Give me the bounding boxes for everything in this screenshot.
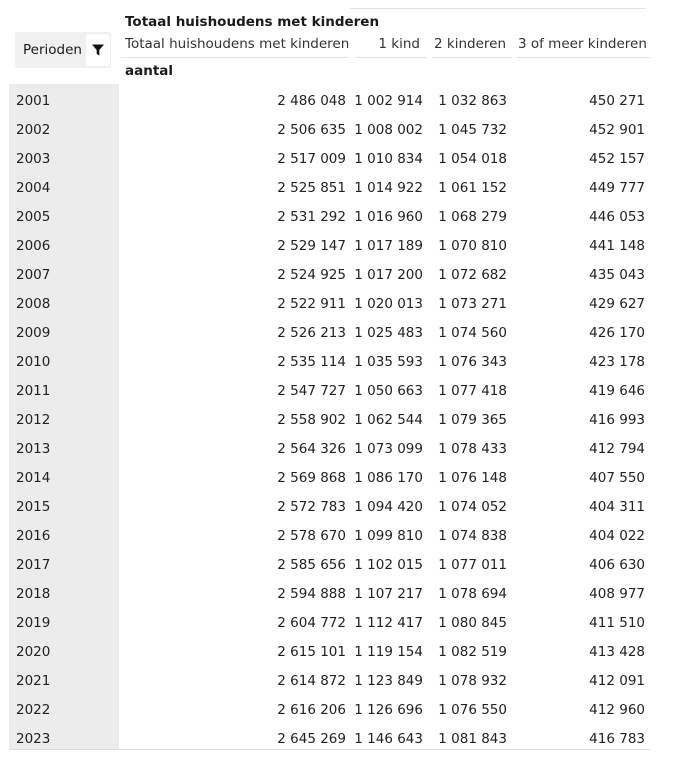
value-1-kind: 1 094 420 (354, 499, 423, 515)
value-total: 2 547 727 (277, 383, 346, 399)
value-1-kind: 1 035 593 (354, 354, 423, 370)
value-total: 2 526 213 (277, 325, 346, 341)
period-label: 2019 (16, 615, 51, 631)
value-3-of-meer: 406 630 (589, 557, 645, 573)
table-row (0, 260, 675, 289)
value-1-kind: 1 062 544 (354, 412, 423, 428)
value-total: 2 615 101 (277, 644, 346, 660)
table-row (0, 492, 675, 521)
value-1-kind: 1 016 960 (354, 209, 423, 225)
table-row (0, 231, 675, 260)
column-header-underline (121, 57, 349, 58)
table-row (0, 318, 675, 347)
period-label: 2022 (16, 702, 51, 718)
value-2-kinderen: 1 074 838 (438, 528, 507, 544)
value-total: 2 531 292 (277, 209, 346, 225)
table-row (0, 434, 675, 463)
value-3-of-meer: 416 783 (589, 731, 645, 747)
period-label: 2001 (16, 93, 51, 109)
value-3-of-meer: 423 178 (589, 354, 645, 370)
value-total: 2 517 009 (277, 151, 346, 167)
table-row (0, 521, 675, 550)
value-total: 2 558 902 (277, 412, 346, 428)
value-3-of-meer: 429 627 (589, 296, 645, 312)
table-bottom-border (9, 749, 650, 750)
value-1-kind: 1 010 834 (354, 151, 423, 167)
value-1-kind: 1 119 154 (354, 644, 423, 660)
value-1-kind: 1 099 810 (354, 528, 423, 544)
table-row (0, 666, 675, 695)
value-1-kind: 1 050 663 (354, 383, 423, 399)
value-total: 2 506 635 (277, 122, 346, 138)
column-header-2-kinderen[interactable]: 2 kinderen (434, 36, 506, 52)
value-2-kinderen: 1 077 418 (438, 383, 507, 399)
value-2-kinderen: 1 032 863 (438, 93, 507, 109)
value-total: 2 594 888 (277, 586, 346, 602)
value-2-kinderen: 1 076 550 (438, 702, 507, 718)
value-3-of-meer: 412 960 (589, 702, 645, 718)
value-2-kinderen: 1 068 279 (438, 209, 507, 225)
period-label: 2017 (16, 557, 51, 573)
value-total: 2 616 206 (277, 702, 346, 718)
column-group-title: Totaal huishoudens met kinderen (125, 14, 380, 30)
column-header-underline (355, 57, 427, 58)
value-3-of-meer: 446 053 (589, 209, 645, 225)
value-2-kinderen: 1 074 052 (438, 499, 507, 515)
value-3-of-meer: 450 271 (589, 93, 645, 109)
value-3-of-meer: 412 091 (589, 673, 645, 689)
period-label: 2011 (16, 383, 51, 399)
value-1-kind: 1 086 170 (354, 470, 423, 486)
perioden-label: Perioden (23, 42, 82, 58)
period-label: 2009 (16, 325, 51, 341)
value-total: 2 569 868 (277, 470, 346, 486)
value-3-of-meer: 419 646 (589, 383, 645, 399)
table-row (0, 405, 675, 434)
column-header-3-of-meer[interactable]: 3 of meer kinderen (518, 36, 647, 52)
period-label: 2008 (16, 296, 51, 312)
period-label: 2020 (16, 644, 51, 660)
value-3-of-meer: 449 777 (589, 180, 645, 196)
value-2-kinderen: 1 078 932 (438, 673, 507, 689)
value-3-of-meer: 404 022 (589, 528, 645, 544)
period-label: 2005 (16, 209, 51, 225)
value-2-kinderen: 1 077 011 (438, 557, 507, 573)
table-row (0, 115, 675, 144)
value-total: 2 604 772 (277, 615, 346, 631)
column-header-total[interactable]: Totaal huishoudens met kinderen (125, 36, 350, 52)
value-2-kinderen: 1 082 519 (438, 644, 507, 660)
value-1-kind: 1 146 643 (354, 731, 423, 747)
value-2-kinderen: 1 070 810 (438, 238, 507, 254)
unit-label: aantal (125, 63, 174, 79)
value-3-of-meer: 411 510 (589, 615, 645, 631)
period-label: 2010 (16, 354, 51, 370)
value-3-of-meer: 452 901 (589, 122, 645, 138)
period-label: 2016 (16, 528, 51, 544)
table-row (0, 289, 675, 318)
period-label: 2021 (16, 673, 51, 689)
value-total: 2 572 783 (277, 499, 346, 515)
value-3-of-meer: 408 977 (589, 586, 645, 602)
period-label: 2018 (16, 586, 51, 602)
filter-icon (91, 43, 105, 57)
table-row (0, 202, 675, 231)
value-1-kind: 1 017 189 (354, 238, 423, 254)
value-3-of-meer: 404 311 (589, 499, 645, 515)
value-3-of-meer: 407 550 (589, 470, 645, 486)
value-1-kind: 1 123 849 (354, 673, 423, 689)
value-total: 2 585 656 (277, 557, 346, 573)
table-row (0, 376, 675, 405)
value-3-of-meer: 435 043 (589, 267, 645, 283)
header-divider (350, 8, 646, 9)
period-label: 2013 (16, 441, 51, 457)
value-1-kind: 1 017 200 (354, 267, 423, 283)
table-row (0, 144, 675, 173)
value-1-kind: 1 126 696 (354, 702, 423, 718)
value-2-kinderen: 1 081 843 (438, 731, 507, 747)
period-label: 2007 (16, 267, 51, 283)
column-header-1-kind[interactable]: 1 kind (378, 36, 420, 52)
value-3-of-meer: 413 428 (589, 644, 645, 660)
value-total: 2 578 670 (277, 528, 346, 544)
value-total: 2 486 048 (277, 93, 346, 109)
filter-button[interactable] (86, 34, 110, 66)
period-label: 2012 (16, 412, 51, 428)
value-2-kinderen: 1 078 694 (438, 586, 507, 602)
period-label: 2014 (16, 470, 51, 486)
value-3-of-meer: 412 794 (589, 441, 645, 457)
value-1-kind: 1 102 015 (354, 557, 423, 573)
table-row (0, 695, 675, 724)
value-1-kind: 1 025 483 (354, 325, 423, 341)
column-header-underline (432, 57, 512, 58)
value-total: 2 522 911 (277, 296, 346, 312)
period-label: 2003 (16, 151, 51, 167)
value-3-of-meer: 452 157 (589, 151, 645, 167)
period-label: 2006 (16, 238, 51, 254)
value-total: 2 614 872 (277, 673, 346, 689)
value-1-kind: 1 008 002 (354, 122, 423, 138)
table-row (0, 463, 675, 492)
value-1-kind: 1 020 013 (354, 296, 423, 312)
column-header-underline (516, 57, 650, 58)
value-1-kind: 1 112 417 (354, 615, 423, 631)
value-total: 2 524 925 (277, 267, 346, 283)
row-dimension-header[interactable] (15, 32, 111, 68)
value-3-of-meer: 441 148 (589, 238, 645, 254)
value-total: 2 645 269 (277, 731, 346, 747)
table-row (0, 86, 675, 115)
period-label: 2023 (16, 731, 51, 747)
value-1-kind: 1 014 922 (354, 180, 423, 196)
value-total: 2 525 851 (277, 180, 346, 196)
value-2-kinderen: 1 054 018 (438, 151, 507, 167)
value-3-of-meer: 416 993 (589, 412, 645, 428)
table-row (0, 173, 675, 202)
value-2-kinderen: 1 078 433 (438, 441, 507, 457)
value-2-kinderen: 1 076 148 (438, 470, 507, 486)
value-2-kinderen: 1 061 152 (438, 180, 507, 196)
value-total: 2 529 147 (277, 238, 346, 254)
period-label: 2004 (16, 180, 51, 196)
value-total: 2 535 114 (277, 354, 346, 370)
value-3-of-meer: 426 170 (589, 325, 645, 341)
table-row (0, 637, 675, 666)
value-2-kinderen: 1 073 271 (438, 296, 507, 312)
value-2-kinderen: 1 079 365 (438, 412, 507, 428)
table-row (0, 579, 675, 608)
table-row (0, 347, 675, 376)
value-1-kind: 1 107 217 (354, 586, 423, 602)
table-row (0, 550, 675, 579)
value-2-kinderen: 1 074 560 (438, 325, 507, 341)
value-2-kinderen: 1 045 732 (438, 122, 507, 138)
period-label: 2015 (16, 499, 51, 515)
value-total: 2 564 326 (277, 441, 346, 457)
value-2-kinderen: 1 080 845 (438, 615, 507, 631)
table-row (0, 608, 675, 637)
value-1-kind: 1 073 099 (354, 441, 423, 457)
value-2-kinderen: 1 076 343 (438, 354, 507, 370)
period-label: 2002 (16, 122, 51, 138)
value-1-kind: 1 002 914 (354, 93, 423, 109)
value-2-kinderen: 1 072 682 (438, 267, 507, 283)
